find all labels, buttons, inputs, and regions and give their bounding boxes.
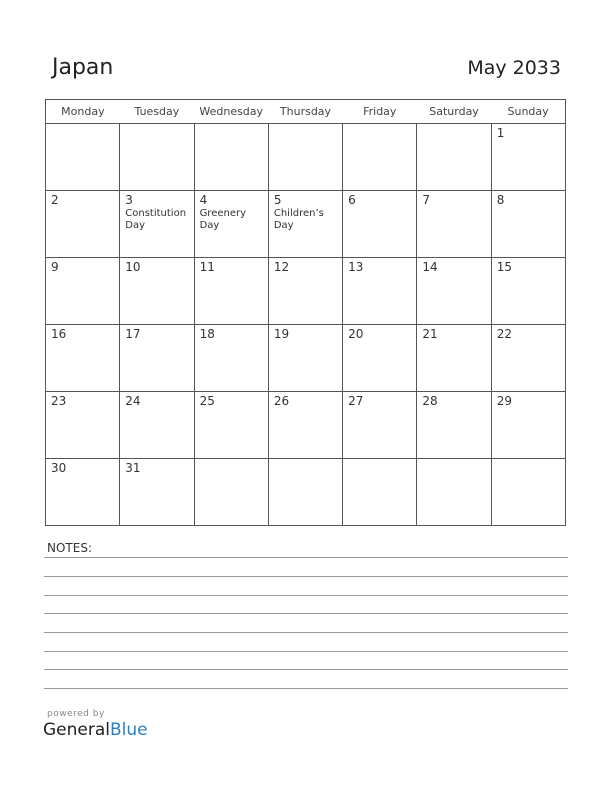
day-number: 17 <box>125 327 141 341</box>
day-number: 20 <box>348 327 364 341</box>
day-number: 24 <box>125 394 141 408</box>
day-cell[interactable] <box>343 191 417 258</box>
week-row <box>46 258 566 325</box>
day-number: 27 <box>348 394 364 408</box>
day-cell[interactable] <box>46 325 120 392</box>
day-number: 29 <box>496 394 512 408</box>
weekday-saturday: Saturday <box>417 100 491 124</box>
day-cell[interactable] <box>343 459 417 526</box>
day-cell[interactable] <box>268 258 342 325</box>
week-row <box>46 459 566 526</box>
notes-line <box>44 576 568 577</box>
day-cell[interactable] <box>46 124 120 191</box>
day-cell[interactable] <box>417 459 491 526</box>
notes-line <box>44 669 568 670</box>
brand-general: General <box>43 720 110 740</box>
day-number: 28 <box>422 394 438 408</box>
day-cell[interactable] <box>120 191 194 258</box>
day-number: 2 <box>51 193 59 207</box>
day-cell[interactable] <box>343 325 417 392</box>
day-number: 26 <box>273 394 290 408</box>
day-cell[interactable] <box>194 191 268 258</box>
day-number: 22 <box>496 327 512 341</box>
day-number: 18 <box>199 327 215 341</box>
weekday-monday: Monday <box>46 100 120 124</box>
day-cell[interactable] <box>491 191 565 258</box>
day-number: 23 <box>51 394 67 408</box>
calendar-body <box>46 124 566 526</box>
weekday-sunday: Sunday <box>491 100 565 124</box>
day-cell[interactable] <box>46 191 120 258</box>
notes-line <box>44 557 568 558</box>
day-number: 31 <box>125 461 141 475</box>
day-cell[interactable] <box>194 258 268 325</box>
day-cell[interactable] <box>194 459 268 526</box>
notes-line <box>44 595 568 596</box>
day-cell[interactable] <box>46 258 120 325</box>
brand-blue: Blue <box>110 720 148 740</box>
day-cell[interactable] <box>194 124 268 191</box>
week-row <box>46 124 566 191</box>
day-cell[interactable] <box>491 325 565 392</box>
day-cell[interactable] <box>268 124 342 191</box>
day-cell[interactable] <box>120 258 194 325</box>
day-cell[interactable] <box>491 459 565 526</box>
day-number: 19 <box>273 327 290 341</box>
day-cell[interactable] <box>120 124 194 191</box>
day-number: 11 <box>199 260 215 274</box>
weekday-wednesday: Wednesday <box>194 100 268 124</box>
day-cell[interactable] <box>491 392 565 459</box>
month-title: May 2033 <box>467 57 561 79</box>
holiday-label: Constitution Day <box>125 208 187 231</box>
weekday-header-row <box>46 100 566 124</box>
day-cell[interactable] <box>194 392 268 459</box>
day-cell[interactable] <box>46 392 120 459</box>
day-cell[interactable] <box>268 459 342 526</box>
day-number: 13 <box>348 260 364 274</box>
day-cell[interactable] <box>417 191 491 258</box>
day-cell[interactable] <box>491 258 565 325</box>
day-number: 6 <box>348 193 356 207</box>
day-number: 8 <box>496 193 505 207</box>
day-number: 10 <box>125 260 141 274</box>
day-cell[interactable] <box>194 325 268 392</box>
day-number: 16 <box>51 327 67 341</box>
day-number: 1 <box>496 126 505 140</box>
day-cell[interactable] <box>268 325 342 392</box>
holiday-label: Greenery Day <box>199 208 247 231</box>
day-number: 9 <box>51 260 59 274</box>
notes-line <box>44 632 568 633</box>
powered-by-text: powered by <box>47 709 105 719</box>
day-number: 5 <box>273 193 282 207</box>
day-number: 25 <box>199 394 215 408</box>
day-cell[interactable] <box>120 325 194 392</box>
day-number: 14 <box>422 260 438 274</box>
notes-line <box>44 613 568 614</box>
day-number: 7 <box>422 193 431 207</box>
day-cell[interactable] <box>120 392 194 459</box>
notes-line <box>44 651 568 652</box>
week-row <box>46 325 566 392</box>
day-cell[interactable] <box>343 258 417 325</box>
day-number: 12 <box>273 260 290 274</box>
weekday-thursday: Thursday <box>268 100 342 124</box>
day-number: 21 <box>422 327 438 341</box>
day-cell[interactable] <box>343 124 417 191</box>
weekday-friday: Friday <box>343 100 417 124</box>
calendar-grid <box>45 99 566 526</box>
day-number: 30 <box>51 461 67 475</box>
day-cell[interactable] <box>120 459 194 526</box>
day-number: 15 <box>496 260 512 274</box>
week-row <box>46 392 566 459</box>
notes-line <box>44 688 568 689</box>
day-cell[interactable] <box>268 191 342 258</box>
day-cell[interactable] <box>417 392 491 459</box>
day-number: 3 <box>125 193 133 207</box>
day-cell[interactable] <box>417 325 491 392</box>
day-cell[interactable] <box>417 258 491 325</box>
day-cell[interactable] <box>417 124 491 191</box>
day-cell[interactable] <box>343 392 417 459</box>
holiday-label: Children’s Day <box>273 208 324 231</box>
day-cell[interactable] <box>491 124 565 191</box>
day-number: 4 <box>199 193 208 207</box>
day-cell[interactable] <box>46 459 120 526</box>
country-title: Japan <box>52 55 114 80</box>
weekday-tuesday: Tuesday <box>120 100 194 124</box>
week-row <box>46 191 566 258</box>
notes-label: NOTES: <box>47 541 92 555</box>
brand-logo[interactable] <box>43 720 148 740</box>
day-cell[interactable] <box>268 392 342 459</box>
